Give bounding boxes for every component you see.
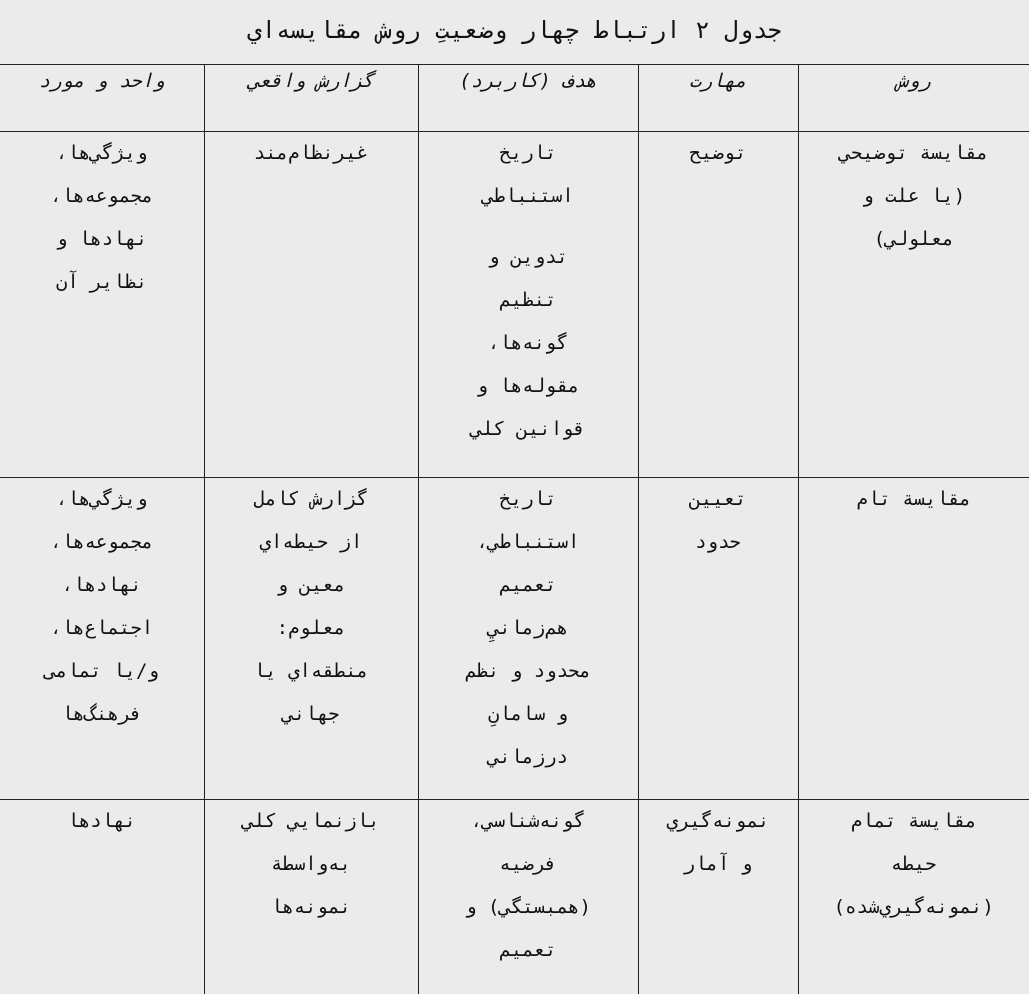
cell-report — [204, 800, 418, 994]
cell-line: گزارش کامل — [253, 488, 369, 510]
cell-line: غیرنظام‌مند — [253, 142, 369, 164]
cell-line: اجتماع‌ها، — [50, 617, 154, 639]
column-header-goal: هدف (کاربرد) — [418, 65, 638, 132]
cell-line: تعمیم — [499, 574, 557, 596]
cell-line: معین و — [276, 574, 346, 596]
cell-line: مقایسة توضیحي — [839, 142, 989, 164]
cell-line: (یا علت و — [862, 185, 966, 207]
cell-line: ویژگي‌ها، — [55, 488, 148, 510]
cell-method — [798, 478, 1029, 800]
cell-line: استنباطي، — [476, 531, 580, 553]
cell-line: منطقه‌اي یا — [253, 660, 369, 682]
cell-line: درزماني — [487, 746, 569, 768]
cell-line: جهاني — [282, 703, 340, 725]
cell-method — [798, 800, 1029, 994]
cell-goal — [418, 800, 638, 994]
cell-line: قوانین کلي — [470, 418, 586, 440]
cell-line: و آمار — [683, 853, 753, 875]
cell-line: معلوم: — [276, 617, 346, 639]
cell-unit — [0, 478, 204, 800]
cell-line: از حیطه‌اي — [259, 531, 363, 553]
table-row — [0, 478, 1029, 800]
comparison-table — [0, 64, 1029, 994]
cell-method — [798, 132, 1029, 478]
cell-line: تاریخ — [499, 488, 557, 510]
cell-skill — [638, 800, 798, 994]
cell-line: فرهنگ‌ها — [61, 703, 142, 725]
cell-line: نمونه‌گیري — [666, 810, 770, 832]
cell-line: گونه‌شناسي، — [470, 810, 586, 832]
paragraph-gap — [425, 218, 632, 236]
cell-line: معلولي) — [873, 228, 954, 250]
cell-line: محدود و نظم — [465, 660, 591, 682]
cell-line: بازنمایي کلي — [242, 810, 380, 832]
cell-line: (نمونه‌گیري‌شده) — [833, 896, 994, 918]
table-row — [0, 800, 1029, 994]
cell-line: نهادها و — [55, 228, 148, 250]
column-header-method: روش — [798, 65, 1029, 132]
cell-line: تاریخ — [499, 142, 557, 164]
cell-line: تنظیم — [499, 289, 557, 311]
cell-line: تعیین — [689, 488, 747, 510]
cell-line: حدود — [695, 531, 741, 553]
cell-goal — [418, 478, 638, 800]
cell-line: تعمیم — [499, 939, 557, 961]
cell-line: مقایسة تمام — [850, 810, 977, 832]
cell-skill — [638, 478, 798, 800]
cell-skill — [638, 132, 798, 478]
cell-line: نظایر آن — [55, 271, 148, 293]
cell-line: مجموعه‌ها، — [50, 185, 154, 207]
cell-unit — [0, 132, 204, 478]
cell-line: ویژگي‌ها، — [55, 142, 148, 164]
column-header-unit: واحد و مورد — [0, 65, 204, 132]
cell-line: هم‌زمانيِ — [487, 617, 569, 639]
cell-line: تدوین و — [487, 246, 569, 268]
cell-line: توضیح — [689, 142, 747, 164]
column-header-skill: مهارت — [638, 65, 798, 132]
cell-unit — [0, 800, 204, 994]
cell-line: مجموعه‌ها، — [50, 531, 154, 553]
cell-line: نمونه‌ها — [270, 896, 352, 918]
column-header-report: گزارش واقعي — [204, 65, 418, 132]
cell-line: استنباطي — [482, 185, 574, 207]
table-row — [0, 132, 1029, 478]
cell-report — [204, 132, 418, 478]
page-title: جدول ۲ ارتباط چهار وضعیتِ روش مقایسه‌اي — [247, 16, 782, 44]
cell-goal — [418, 132, 638, 478]
cell-line: مقایسة تام — [856, 488, 971, 510]
cell-line: و سامانِ — [487, 703, 569, 725]
cell-report — [204, 478, 418, 800]
cell-line: مقوله‌ها و — [476, 375, 580, 397]
cell-line: نهادها — [67, 810, 137, 832]
cell-line: فرضیه — [499, 853, 557, 875]
cell-line: (همبستگي) و — [465, 896, 591, 918]
table-header-row — [0, 65, 1029, 132]
cell-line: حیطه — [890, 853, 937, 875]
cell-line: به‌واسطة — [270, 853, 352, 875]
cell-line: گونه‌ها، — [487, 332, 569, 354]
cell-line: نهادها، — [61, 574, 142, 596]
cell-line: و/یا تمامی — [44, 660, 159, 682]
